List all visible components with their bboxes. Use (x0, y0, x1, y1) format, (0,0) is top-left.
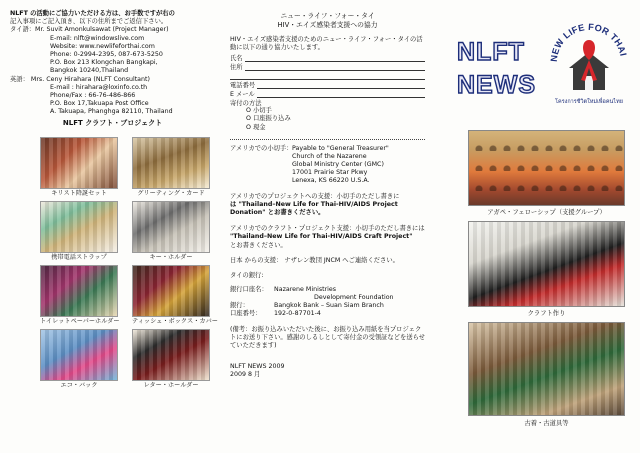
thai-bank-label: タイの銀行: (230, 272, 264, 280)
product-card (40, 201, 118, 262)
transfer-remark: (備考：お振り込みいただいた後に、お振り込み用紙を当プロジェクトにお送り下さい。感謝のしるしとして寄付金の受領証などを送らせていただきます) (230, 325, 426, 350)
used-goods-caption: 古着・古道具等 (524, 420, 569, 427)
english-email: E-mail : hirahara@loxinfo.co.th (50, 83, 148, 91)
bank-row: 銀行口座名： Nazarene Ministries (230, 285, 337, 293)
newsletter-title: NLFT NEWS (457, 38, 536, 99)
craft-support-note-1: アメリカでのクラフト・プロジェクト支援：小切手のただし書きには (230, 224, 425, 232)
form-heading-2: HIV・エイズ感染者支援への協力 (277, 21, 378, 29)
bank-row: 銀行： Bangkok Bank – Suan Siam Branch (230, 302, 384, 310)
phone-strap-photo (40, 201, 118, 253)
product-card (40, 329, 118, 390)
us-check-label: アメリカでの小切手： (230, 144, 293, 152)
field-label: 氏名 (230, 54, 243, 62)
thai-website: Website: www.newlifeforthai.com (50, 42, 155, 50)
product-card (132, 201, 210, 262)
key-holder-photo (132, 201, 210, 253)
us-gmc: Global Ministry Center (GMC) (292, 161, 384, 168)
address-line-2[interactable] (230, 71, 425, 80)
fellowship-caption: アガペ・フェローシップ（支援グループ） (487, 209, 606, 216)
craft-project-title: NLFT クラフト・プロジェクト (62, 118, 163, 127)
craft-making-caption: クラフト作り (527, 310, 566, 317)
product-card (132, 329, 210, 390)
thai-contact-name: タイ語：Mr. Suvit Amonkulsawat (Project Manager) (10, 26, 169, 34)
tissue-box-cover-photo (132, 265, 210, 317)
contact-intro-line-2: 記入事項にご記入頂き、以下の住所までご返信下さい。 (10, 18, 168, 26)
us-check-block (230, 145, 425, 186)
newsletter-footer: NLFT NEWS 2009 (230, 362, 285, 370)
method-check-option[interactable]: O 小切手 (246, 106, 272, 114)
logo-arc-text: NEW LIFE FOR THAI (548, 21, 629, 63)
product-caption: グリーティング・カード (137, 190, 205, 197)
toilet-paper-holder-photo (40, 265, 118, 317)
name-field[interactable] (230, 53, 425, 62)
phone-field[interactable] (230, 80, 425, 89)
product-card (132, 137, 210, 198)
contact-intro-line-1: NLFT の活動にご協力いただける方は、お手数ですが右の (10, 10, 175, 17)
address-field[interactable] (230, 62, 425, 71)
product-card (132, 265, 218, 326)
product-card (40, 265, 118, 326)
field-label: 電話番号 (230, 81, 256, 89)
contact-and-crafts-column (10, 10, 218, 450)
eco-bag-photo (40, 329, 118, 381)
newsletter-date: 2009 8 月 (230, 371, 261, 379)
field-label: 住所 (230, 63, 243, 71)
english-city: A. Takuapa, Phanghga 82110, Thailand (50, 108, 173, 116)
form-heading-1: ニュー・ライフ・フォー・タイ (280, 12, 375, 20)
us-church: Church of the Nazarene (292, 152, 367, 160)
product-caption: レター・ホールダー (143, 382, 199, 389)
product-caption: キー・ホルダー (149, 254, 193, 261)
thai-phone: Phone: 0-2994-2395, 087-673-5250 (50, 51, 163, 59)
craft-support-note-3: とお書きください。 (230, 241, 287, 249)
product-caption: トイレットペーパーホルダー (40, 318, 120, 325)
donation-form-column (230, 12, 425, 442)
logo-thai-text: โครงการชีวิตใหม่เพื่อคนไทย (555, 99, 623, 105)
letter-holder-photo (132, 329, 210, 381)
thai-email: E-mail: nlft@windowslive.com (50, 34, 145, 42)
nlft-logo (545, 10, 633, 128)
project-support-note-2: は "Thailand–New Life for Thai-HIV/AIDS Project Donation" とお書きください。 (230, 201, 398, 217)
nativity-set-photo (40, 137, 118, 189)
form-intro: HIV・エイズ感染者支援のためのニュー・ライフ・フォー・タイの活動に以下の通り協力いたします。 (230, 36, 423, 52)
method-cash-option[interactable]: O 現金 (246, 124, 266, 131)
donation-method-label: 寄付の方法 (230, 99, 262, 107)
thai-city: Bangkok 10240,Thailand (50, 67, 129, 75)
craft-making-photo (468, 221, 625, 307)
us-city: Lenexa, KS 66220 U.S.A. (292, 177, 370, 185)
japan-support-note: 日本 からの支援： ナザレン教団 JNCM へご連絡ください。 (230, 257, 399, 265)
craft-product-grid (40, 137, 218, 393)
method-transfer-option[interactable]: O 口座振り込み (246, 115, 291, 123)
fellowship-group-photo (468, 130, 625, 206)
english-po-box: P.O. Box 17,Takuapa Post Office (50, 100, 149, 108)
bank-row: 口座番号： 192-0-87701-4 (230, 310, 321, 318)
cover-column (455, 10, 635, 450)
english-contact-name: 英語： Mrs. Ceny Hirahara (NLFT Consultant) (10, 75, 150, 83)
thai-po-box: P.O. Box 213 Klongchan Bangkapi, (50, 59, 158, 67)
english-phone-fax: Phone/Fax : 66-76-486-866 (50, 92, 136, 100)
craft-support-note-2: "Thailand–New Life for Thai-HIV/AIDS Craft Project" (230, 233, 413, 241)
product-caption: ティッシュ・ボックス・カバー (132, 318, 218, 325)
field-label: E メール (230, 90, 255, 98)
us-street: 17001 Prairie Star Pkwy (292, 169, 368, 177)
email-field[interactable] (230, 89, 425, 98)
product-caption: 携帯電話ストラップ (51, 254, 107, 261)
project-support-note-1: アメリカでのプロジェクトへの支援：小切手のただし書きに (230, 192, 400, 200)
bank-row: Development Foundation (314, 294, 394, 302)
product-card (40, 137, 118, 198)
used-goods-photo (468, 322, 625, 416)
greeting-card-photo (132, 137, 210, 189)
product-caption: エコ・バック (60, 382, 98, 389)
dotted-divider (230, 139, 425, 140)
us-payee: Payable to "General Treasurer" (292, 144, 389, 152)
product-caption: キリスト降誕セット (51, 190, 107, 197)
